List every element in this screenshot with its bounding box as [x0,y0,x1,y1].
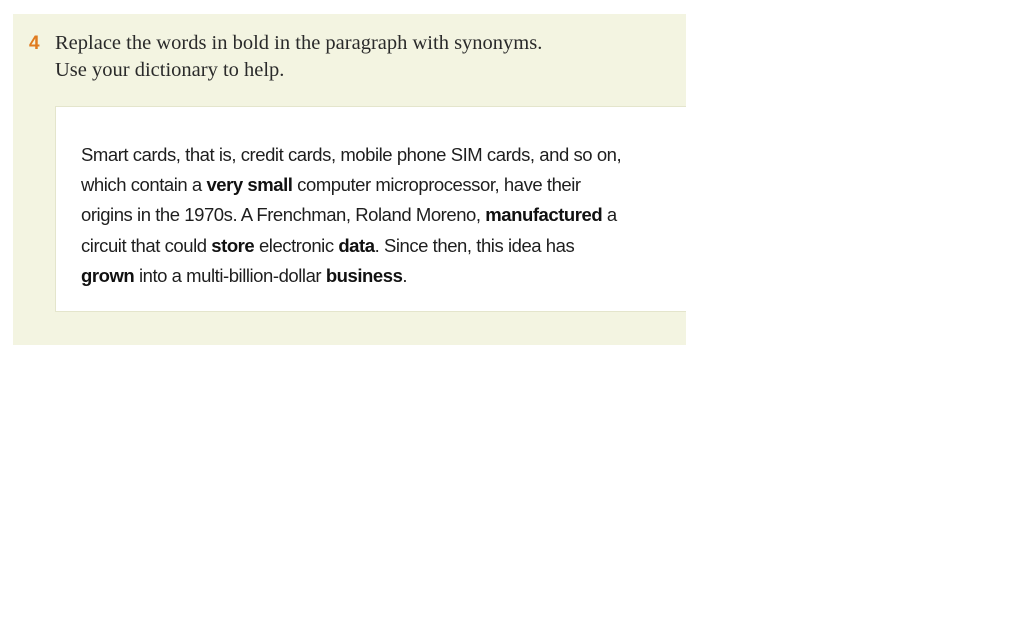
exercise-instruction [29,30,542,84]
text-run: a [602,204,617,226]
paragraph-line-5 [81,261,621,291]
text-run: into a multi-billion-dollar [134,264,326,286]
bold-word-very-small: very small [206,174,293,196]
bold-word-store: store [211,234,255,256]
exercise-paragraph [81,140,621,291]
text-run: electronic [254,234,339,256]
exercise-panel [13,14,686,345]
paragraph-line-1: Smart cards, that is, credit cards, mobile phone SIM cards, and so on, [81,144,622,165]
text-run: . Since then, this idea has [374,234,575,256]
instruction-text-2: Use your dictionary to help. [55,59,285,81]
text-run: which contain a [81,174,207,196]
text-run: computer microprocessor, have their [292,174,581,196]
bold-word-grown: grown [81,264,135,286]
bold-word-data: data [338,234,375,256]
paragraph-line-2 [81,170,621,200]
exercise-number: 4 [29,33,40,54]
instruction-text-1: Replace the words in bold in the paragraph with synonyms. [55,32,543,54]
paragraph-box [55,106,686,312]
bold-word-business: business [325,264,403,286]
text-run: origins in the 1970s. A Frenchman, Roland Moreno, [81,204,486,226]
text-run: . [402,264,408,286]
bold-word-manufactured: manufactured [485,204,603,226]
paragraph-line-4 [81,231,621,261]
instruction-line-1 [29,30,542,57]
text-run: circuit that could [81,234,212,256]
paragraph-line-3 [81,200,621,230]
